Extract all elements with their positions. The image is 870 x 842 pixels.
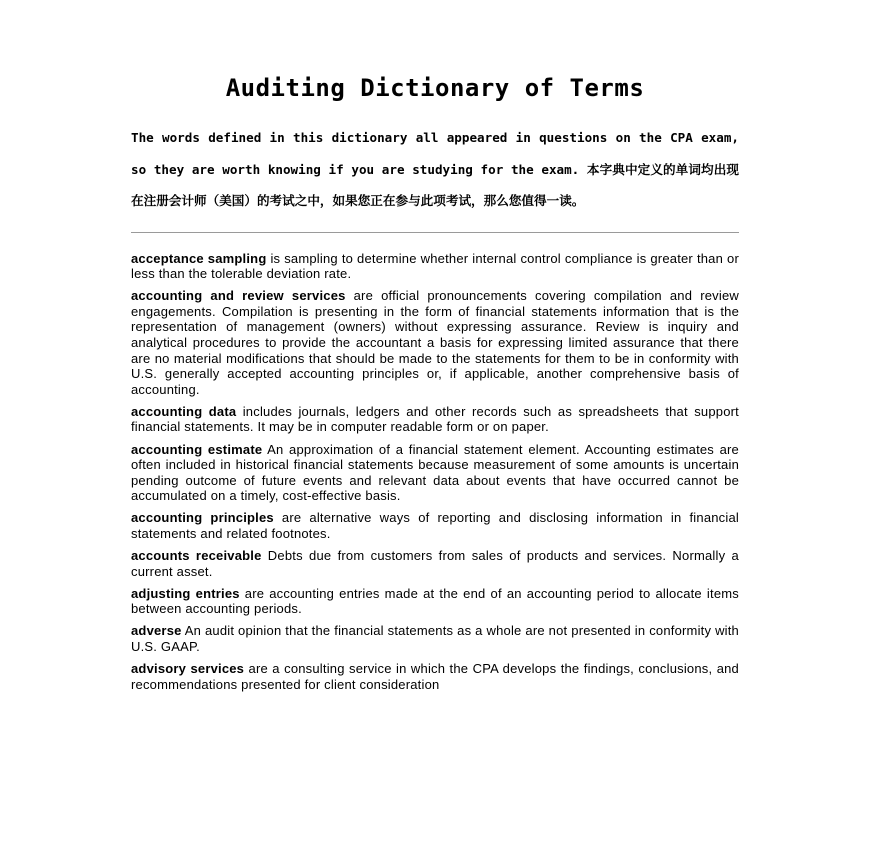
glossary-entry xyxy=(131,623,739,654)
entry-definition: An audit opinion that the financial statements as a whole are not presented in conformity with U.S. GAAP. xyxy=(131,623,739,655)
entry-definition: includes journals, ledgers and other records such as spreadsheets that support financial statements. It may be in computer readable form or on paper. xyxy=(131,403,739,435)
entry-term: accounting estimate xyxy=(131,441,263,457)
document-title: Auditing Dictionary of Terms xyxy=(225,74,645,102)
entry-definition: An approximation of a financial statement element. Accounting estimates are often included in historical financial statements because measurement of some amounts is uncertain pending outcome of future events and relevant data about events that have occurred cannot be accumulated on a timely, cost-effective basis. xyxy=(131,441,739,504)
intro-paragraph: The words defined in this dictionary all appeared in questions on the CPA exam, so they are worth knowing if you are studying for the exam. 本字典中定义的单词均出现在注册会计师（美国）的考试之中，如果您正在参与此项考试，那么您值得一读。 xyxy=(131,130,739,208)
glossary-entry xyxy=(131,510,739,541)
entry-definition: are alternative ways of reporting and disclosing information in financial statements and related footnotes. xyxy=(131,510,739,541)
entry-term: adjusting entries xyxy=(131,585,240,601)
entry-term: advisory services xyxy=(131,661,245,677)
entry-definition: Debts due from customers from sales of products and services. Normally a current asset. xyxy=(131,548,739,579)
glossary-entry xyxy=(131,586,739,617)
entry-term: accounting data xyxy=(131,403,237,419)
document-page xyxy=(131,0,739,699)
entry-term: accounting and review services xyxy=(131,288,346,304)
glossary-entry xyxy=(131,661,739,692)
entry-term: accounting principles xyxy=(131,510,274,526)
entry-definition: are a consulting service in which the CPA develops the findings, conclusions, and recommendations presented for client consideration xyxy=(131,661,739,692)
entry-term: adverse xyxy=(131,623,182,639)
horizontal-divider xyxy=(131,232,739,233)
glossary-entry xyxy=(131,288,739,397)
glossary-entries xyxy=(131,251,739,693)
glossary-entry xyxy=(131,251,739,282)
entry-term: accounts receivable xyxy=(131,548,262,564)
entry-definition: are accounting entries made at the end of an accounting period to allocate items between accounting periods. xyxy=(131,585,739,617)
glossary-entry xyxy=(131,548,739,579)
entry-definition: are official pronouncements covering compilation and review engagements. Compilation is presenting in the form of financial statements information that is the representation of management (owners) without expressing assurance. Review is inquiry and analytical procedures to provide the accountant a basis for expressing limited assurance that there are no material modifications that should be made to the statements for them to be in conformity with U.S. generally accepted accounting principles or, if applicable, another comprehensive basis of accounting. xyxy=(131,288,739,397)
entry-definition: is sampling to determine whether internal control compliance is greater than or less than the tolerable deviation rate. xyxy=(131,250,739,282)
glossary-entry xyxy=(131,442,739,504)
glossary-entry xyxy=(131,404,739,435)
entry-term: acceptance sampling xyxy=(131,250,267,266)
